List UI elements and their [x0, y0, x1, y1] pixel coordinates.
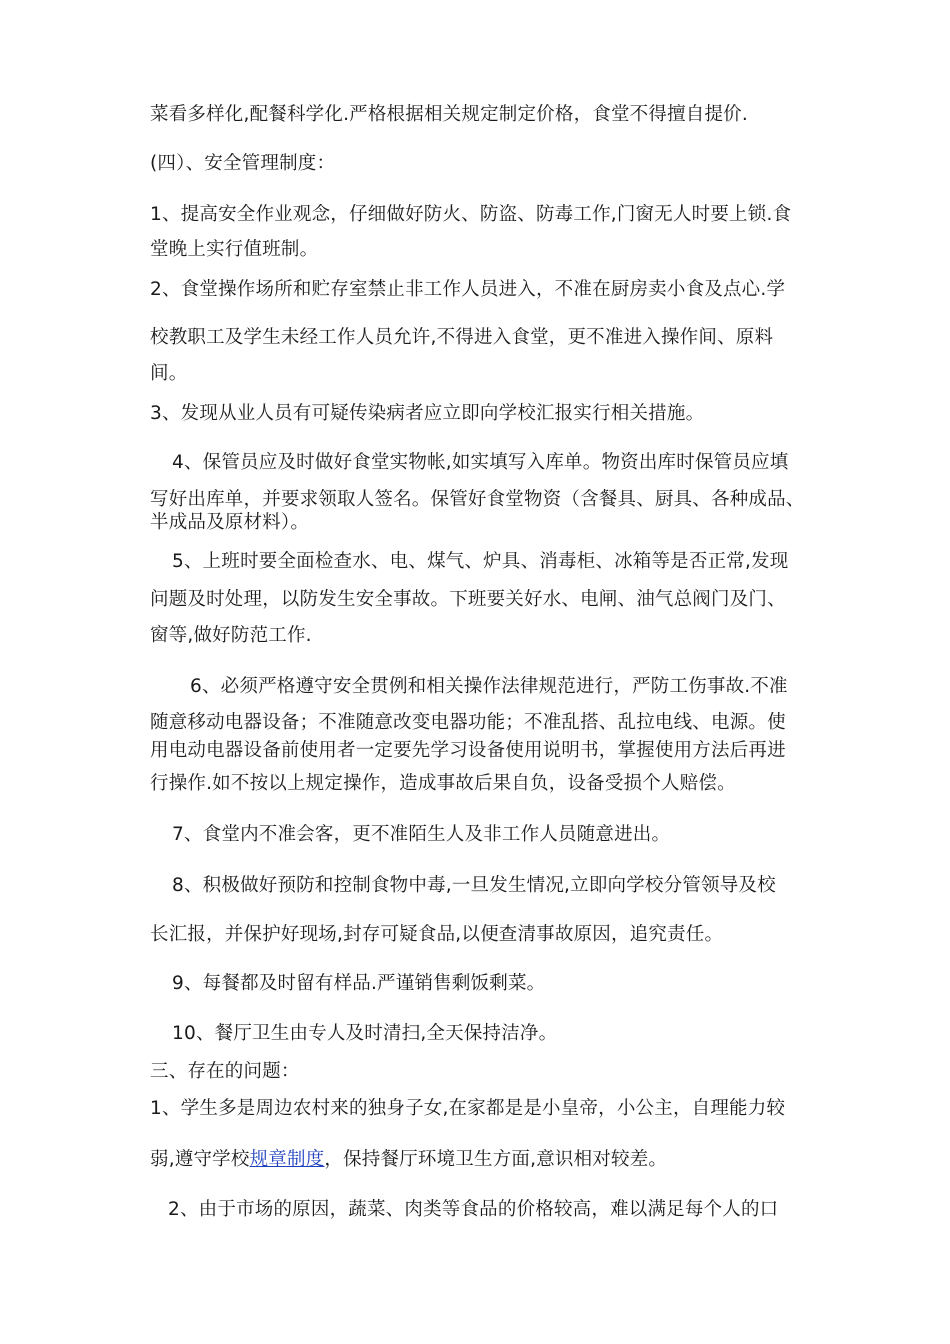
text-line: 5、上班时要全面检查水、电、煤气、炉具、消毒柜、冰箱等是否正常,发现 [172, 551, 789, 572]
text-line: 用电动电器设备前使用者一定要先学习设备使用说明书，掌握使用方法后再进 [150, 740, 786, 761]
text-line: 2、由于市场的原因，蔬菜、肉类等食品的价格较高，难以满足每个人的口 [168, 1199, 779, 1220]
text-line: 1、提高安全作业观念，仔细做好防火、防盗、防毒工作,门窗无人时要上锁.食 [150, 204, 792, 225]
text-line: 随意移动电器设备；不准随意改变电器功能；不准乱搭、乱拉电线、电源。使 [150, 712, 786, 733]
text-span: 弱,遵守学校 [150, 1149, 250, 1170]
text-line: 6、必须严格遵守安全贯例和相关操作法律规范进行，严防工伤事故.不准 [190, 676, 788, 697]
section-heading: 三、存在的问题： [150, 1061, 300, 1082]
text-line: 9、每餐都及时留有样品.严谨销售剩饭剩菜。 [172, 973, 546, 994]
text-span: ，保持餐厅环境卫生方面,意识相对较差。 [324, 1149, 668, 1170]
text-line: 8、积极做好预防和控制食物中毒,一旦发生情况,立即向学校分管领导及校 [172, 875, 776, 896]
text-line: 7、食堂内不准会客，更不准陌生人及非工作人员随意进出。 [172, 824, 671, 845]
text-line: 4、保管员应及时做好食堂实物帐,如实填写入库单。物资出库时保管员应填 [172, 452, 789, 473]
text-line: 2、食堂操作场所和贮存室禁止非工作人员进入，不准在厨房卖小食及点心.学 [150, 279, 786, 300]
text-line: 10、餐厅卫生由专人及时清扫,全天保持洁净。 [172, 1023, 558, 1044]
text-line: 写好出库单，并要求领取人签名。保管好食堂物资（含餐具、厨具、各种成品、 [150, 489, 805, 510]
section-heading: (四）、安全管理制度： [150, 153, 336, 174]
text-line [150, 1148, 667, 1172]
text-line: 行操作.如不按以上规定操作，造成事故后果自负，设备受损个人赔偿。 [150, 773, 736, 794]
text-line: 窗等,做好防范工作. [150, 625, 312, 646]
text-line: 1、学生多是周边农村来的独身子女,在家都是是小皇帝，小公主，自理能力较 [150, 1098, 786, 1119]
rules-link[interactable]: 规章制度 [249, 1149, 325, 1170]
text-line: 长汇报，并保护好现场,封存可疑食品,以便查清事故原因，追究责任。 [150, 924, 724, 945]
text-line: 校教职工及学生未经工作人员允许,不得进入食堂，更不准进入操作间、原料 [150, 327, 774, 348]
text-line: 间。 [150, 363, 188, 384]
text-line: 堂晚上实行值班制。 [150, 239, 319, 260]
text-line: 半成品及原材料）。 [150, 512, 310, 533]
text-line: 菜看多样化,配餐科学化.严格根据相关规定制定价格，食堂不得擅自提价. [150, 104, 748, 125]
text-line: 3、发现从业人员有可疑传染病者应立即向学校汇报实行相关措施。 [150, 403, 705, 424]
text-line: 问题及时处理，以防发生安全事故。下班要关好水、电闸、油气总阀门及门、 [150, 589, 786, 610]
